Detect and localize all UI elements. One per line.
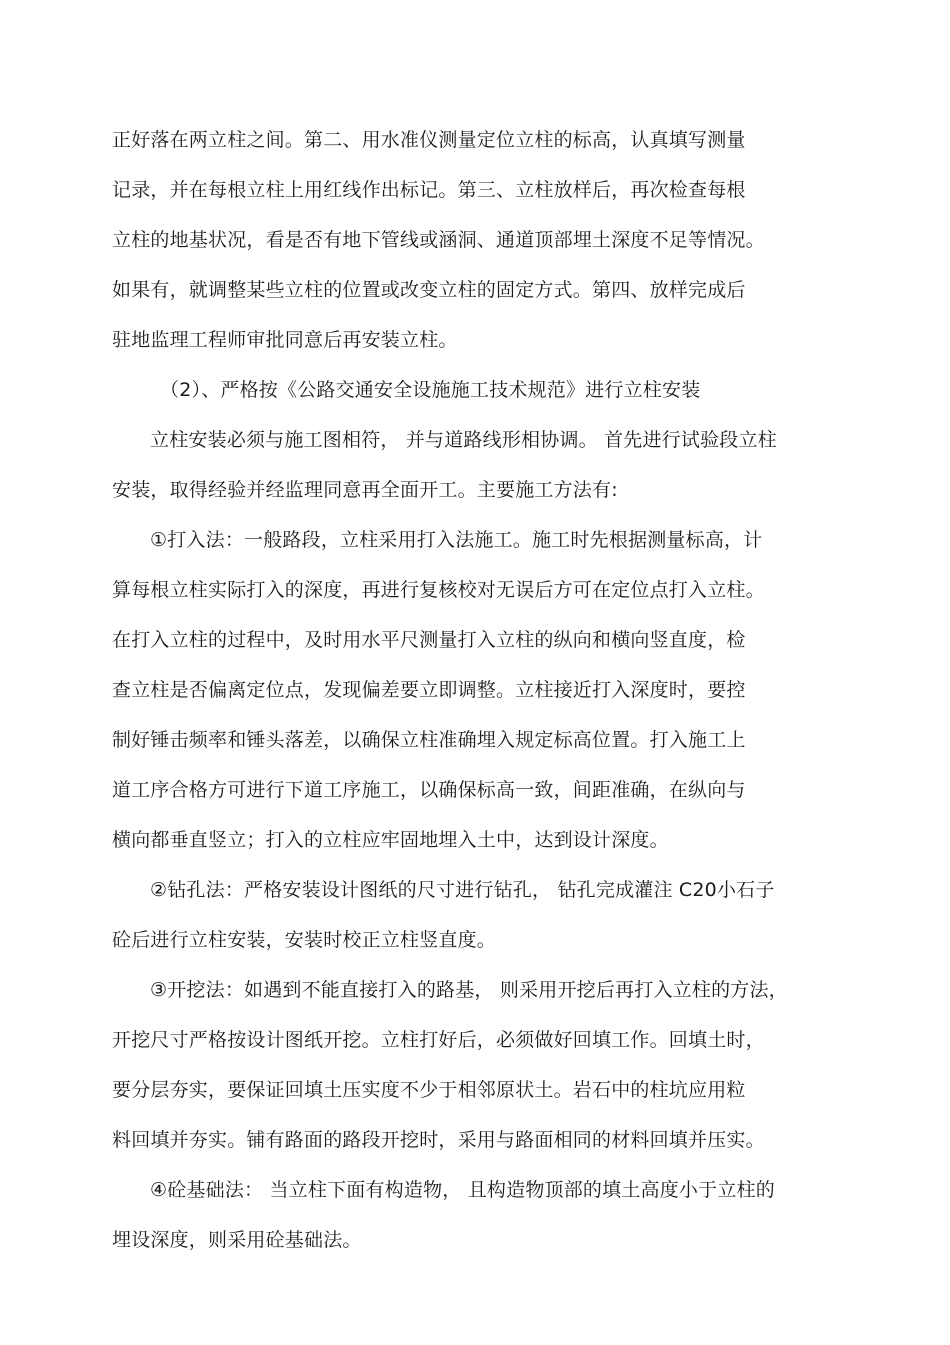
section-heading: （2）、严格按《公路交通安全设施施工技术规范》进行立柱安装 — [160, 379, 701, 401]
paragraph-line: 要分层夯实，要保证回填土压实度不少于相邻原状土。岩石中的柱坑应用粒 — [112, 1079, 746, 1101]
paragraph-line: 料回填并夯实。铺有路面的路段开挖时，采用与路面相同的材料回填并压实。 — [112, 1129, 765, 1151]
paragraph-line: ③开挖法：如遇到不能直接打入的路基， 则采用开挖后再打入立柱的方法， — [150, 979, 788, 1001]
paragraph-line: 如果有，就调整某些立柱的位置或改变立柱的固定方式。第四、放样完成后 — [112, 279, 746, 301]
paragraph-line: 算每根立柱实际打入的深度，再进行复核校对无误后方可在定位点打入立柱。 — [112, 579, 765, 601]
paragraph-line: 开挖尺寸严格按设计图纸开挖。立柱打好后，必须做好回填工作。回填土时， — [112, 1029, 765, 1051]
paragraph-line: 立柱安装必须与施工图相符， 并与道路线形相协调。 首先进行试验段立柱 — [150, 429, 777, 451]
paragraph-line: 道工序合格方可进行下道工序施工，以确保标高一致，间距准确，在纵向与 — [112, 779, 746, 801]
paragraph-line: ②钻孔法：严格安装设计图纸的尺寸进行钻孔， 钻孔完成灌注 C20小石子 — [150, 879, 775, 901]
paragraph-line: ④砼基础法： 当立柱下面有构造物， 且构造物顶部的填土高度小于立柱的 — [150, 1179, 775, 1201]
paragraph-line: 埋设深度，则采用砼基础法。 — [112, 1229, 362, 1251]
paragraph-line: 在打入立柱的过程中，及时用水平尺测量打入立柱的纵向和横向竖直度，检 — [112, 629, 746, 651]
paragraph-line: 正好落在两立柱之间。第二、用水准仪测量定位立柱的标高，认真填写测量 — [112, 129, 746, 151]
paragraph-line: 砼后进行立柱安装，安装时校正立柱竖直度。 — [112, 929, 497, 951]
paragraph-line: 横向都垂直竖立；打入的立柱应牢固地埋入土中，达到设计深度。 — [112, 829, 669, 851]
paragraph-line: 记录，并在每根立柱上用红线作出标记。第三、立柱放样后，再次检查每根 — [112, 179, 746, 201]
paragraph-line: 安装，取得经验并经监理同意再全面开工。主要施工方法有: — [112, 479, 618, 501]
paragraph-line: ①打入法：一般路段，立柱采用打入法施工。施工时先根据测量标高，计 — [150, 529, 763, 551]
paragraph-line: 查立柱是否偏离定位点，发现偏差要立即调整。立柱接近打入深度时，要控 — [112, 679, 746, 701]
paragraph-line: 制好锤击频率和锤头落差，以确保立柱准确埋入规定标高位置。打入施工上 — [112, 729, 746, 751]
paragraph-line: 驻地监理工程师审批同意后再安装立柱。 — [112, 329, 458, 351]
paragraph-line: 立柱的地基状况，看是否有地下管线或涵洞、通道顶部埋土深度不足等情况。 — [112, 229, 765, 251]
